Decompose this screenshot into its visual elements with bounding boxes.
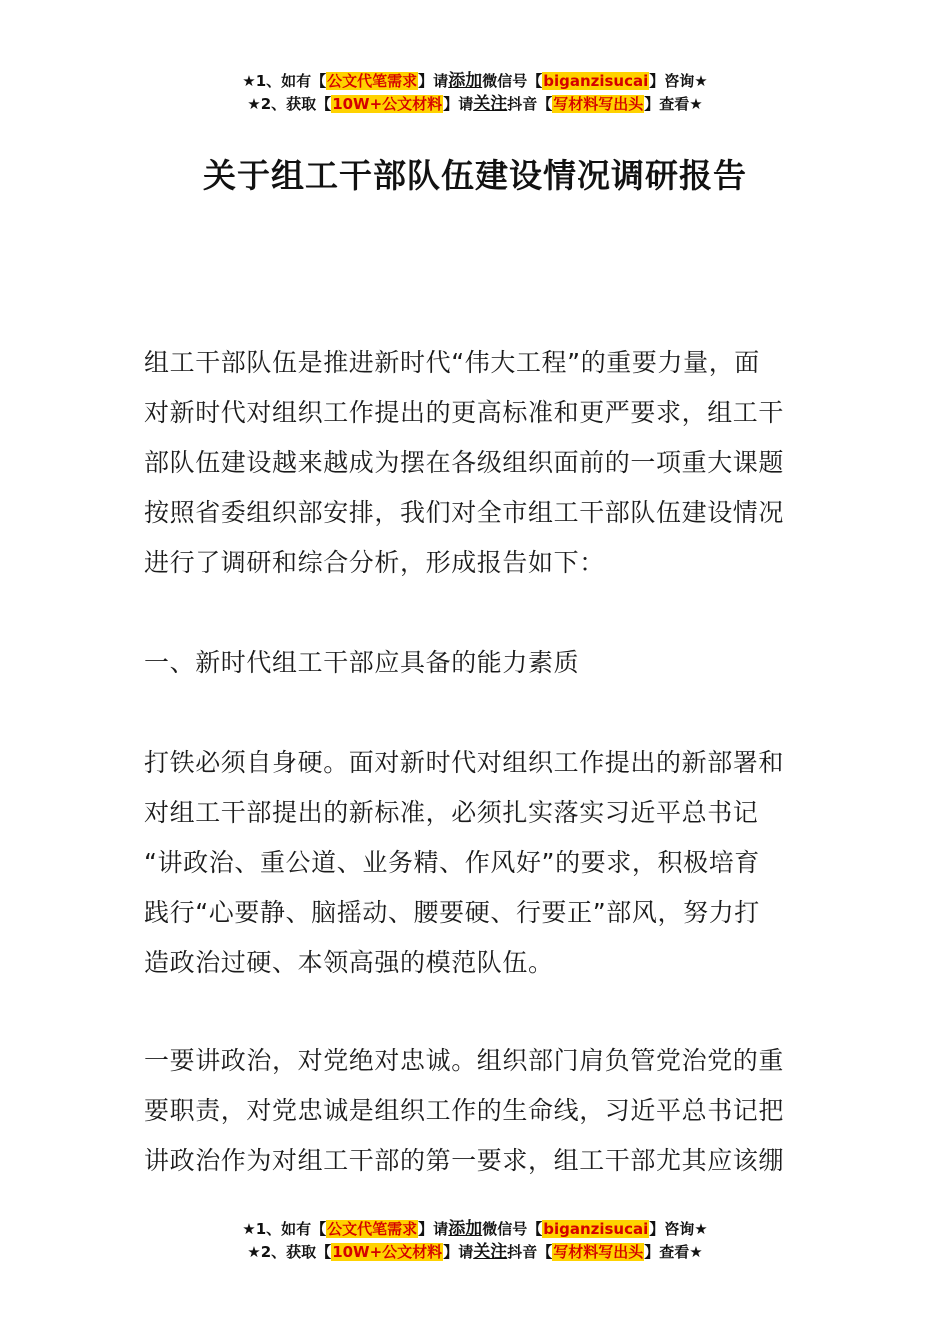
banner-text: 】查看★ <box>644 1243 703 1261</box>
heading-text: 一、新时代组工干部应具备的能力素质 <box>144 648 580 677</box>
banner-text: ★2、获取【 <box>247 1243 332 1261</box>
text-line: “讲政治、重公道、业务精、作风好”的要求，积极培育 <box>144 848 760 877</box>
text-line: 组工干部队伍是推进新时代“伟大工程”的重要力量，面 <box>144 348 760 377</box>
banner-line-1 <box>0 1218 950 1241</box>
banner-highlight: 10W+公文材料 <box>332 1243 443 1261</box>
text-line: 按照省委组织部安排，我们对全市组工干部队伍建设情况 <box>144 498 785 527</box>
text-line: 造政治过硬、本领高强的模范队伍。 <box>144 948 554 977</box>
banner-emphasis: 关注 <box>473 94 508 114</box>
banner-highlight: biganzisucai <box>543 1220 649 1238</box>
text-line: 对新时代对组织工作提出的更高标准和更严要求，组工干 <box>144 398 785 427</box>
document-title: 关于组工干部队伍建设情况调研报告 <box>203 156 747 195</box>
banner-text: ★1、如有【 <box>242 1220 327 1238</box>
banner-line-1 <box>0 70 950 93</box>
banner-emphasis: 添加 <box>448 1219 483 1239</box>
banner-text: 】咨询★ <box>649 1220 708 1238</box>
banner-emphasis: 添加 <box>448 71 483 91</box>
text-line: 一要讲政治，对党绝对忠诚。组织部门肩负管党治党的重 <box>144 1046 785 1075</box>
banner-highlight: 公文代笔需求 <box>327 1220 418 1238</box>
paragraph-politics <box>144 1036 808 1186</box>
bottom-banner <box>0 1218 950 1264</box>
top-banner <box>0 70 950 116</box>
banner-text: 】请 <box>443 95 474 113</box>
banner-text: 微信号【 <box>482 72 543 90</box>
banner-emphasis: 关注 <box>473 1242 508 1262</box>
banner-line-2 <box>0 93 950 116</box>
banner-text: 】请 <box>418 72 449 90</box>
text-line: 部队伍建设越来越成为摆在各级组织面前的一项重大课题 <box>144 448 785 477</box>
banner-highlight: 写材料写出头 <box>553 95 644 113</box>
banner-text: 抖音【 <box>507 95 553 113</box>
banner-line-2 <box>0 1241 950 1264</box>
paragraph-abilities <box>144 738 808 988</box>
banner-text: 微信号【 <box>482 1220 543 1238</box>
banner-text: ★1、如有【 <box>242 72 327 90</box>
text-line: 打铁必须自身硬。面对新时代对组织工作提出的新部署和 <box>144 748 785 777</box>
text-line: 进行了调研和综合分析，形成报告如下： <box>144 548 605 577</box>
text-line: 讲政治作为对组工干部的第一要求，组工干部尤其应该绷 <box>144 1146 785 1175</box>
text-line: 践行“心要静、脑摇动、腰要硬、行要正”部风，努力打 <box>144 898 760 927</box>
banner-text: 】请 <box>418 1220 449 1238</box>
banner-text: 】查看★ <box>644 95 703 113</box>
text-line: 要职责，对党忠诚是组织工作的生命线，习近平总书记把 <box>144 1096 785 1125</box>
banner-highlight: 10W+公文材料 <box>332 95 443 113</box>
banner-text: 抖音【 <box>507 1243 553 1261</box>
banner-text: 】请 <box>443 1243 474 1261</box>
banner-text: ★2、获取【 <box>247 95 332 113</box>
text-line: 对组工干部提出的新标准，必须扎实落实习近平总书记 <box>144 798 759 827</box>
banner-highlight: 写材料写出头 <box>553 1243 644 1261</box>
banner-highlight: 公文代笔需求 <box>327 72 418 90</box>
paragraph-intro <box>144 338 808 588</box>
banner-text: 】咨询★ <box>649 72 708 90</box>
banner-highlight: biganzisucai <box>543 72 649 90</box>
section-heading <box>144 638 808 688</box>
